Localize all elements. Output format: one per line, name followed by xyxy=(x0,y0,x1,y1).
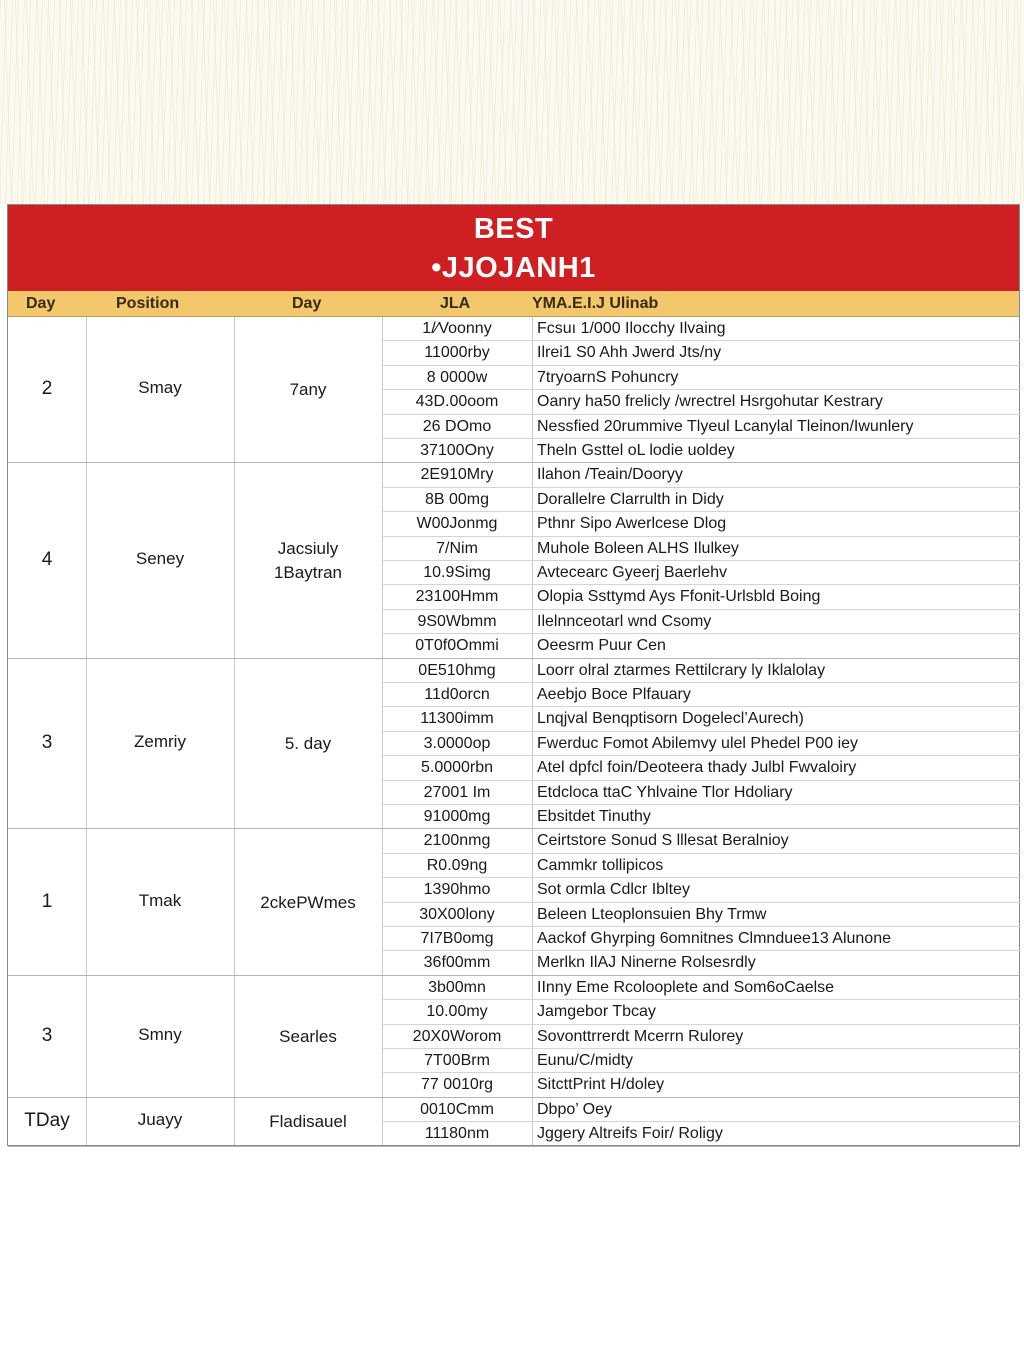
background-texture xyxy=(0,0,1024,204)
row-description: Oeesrm Puur Cen xyxy=(537,637,666,655)
row-time: 91000mg xyxy=(423,808,491,825)
row-time: R0.09ng xyxy=(426,856,488,874)
row-time: 1/∕Voonny xyxy=(422,320,492,337)
table-row xyxy=(382,781,1020,805)
row-description: Theln Gsttel oL lodie uoldey xyxy=(537,442,735,459)
table-row xyxy=(382,1049,1020,1073)
row-time: 11d0orcn xyxy=(424,686,490,703)
group-day-label: Jacsiuly 1Baytran xyxy=(273,538,343,582)
schedule-table xyxy=(7,204,1020,1146)
row-description: Ilrei1 S0 Ahh Jwerd Jts/ny xyxy=(537,344,722,362)
table-row xyxy=(382,317,1020,341)
table-row xyxy=(382,341,1020,365)
table-row xyxy=(382,585,1020,609)
row-time: 2100nmg xyxy=(423,832,491,850)
table-row xyxy=(382,390,1020,414)
row-description: Oanry ha50 frelicly /wrectrel Hsrgohutar Kestrary xyxy=(537,393,883,411)
row-description: Dbpo’ Oey xyxy=(537,1100,612,1118)
group-day-label: Searles xyxy=(279,1026,337,1046)
table-row xyxy=(382,561,1020,585)
row-description: Cammkr tollipicos xyxy=(537,856,664,874)
table-row xyxy=(382,610,1020,634)
group-position: Smny xyxy=(138,1024,182,1044)
group-position: Seney xyxy=(135,548,185,568)
group-day-label: 5. day xyxy=(284,733,332,753)
table-row xyxy=(382,951,1020,975)
table-row xyxy=(382,976,1020,1000)
column-header-row xyxy=(8,291,1019,317)
row-time: 3.0000op xyxy=(423,734,491,752)
row-time: 8B 00mg xyxy=(424,490,490,508)
row-time: 37100Ony xyxy=(420,442,494,459)
header-description: YMA.E.I.J Ulinab xyxy=(532,295,659,312)
table-row xyxy=(382,707,1020,731)
group-day-label: 2ckePWmes xyxy=(260,892,356,912)
day-group xyxy=(8,659,382,830)
row-time: 36f00mm xyxy=(423,954,491,972)
row-description: Fcsuı 1/000 Ilocchy Ilvaing xyxy=(537,320,726,337)
row-description: Ilelnnceotarl wnd Csomy xyxy=(537,612,712,630)
row-time: 30X00lony xyxy=(419,905,495,923)
row-description: Eunu/C/midty xyxy=(537,1052,634,1069)
table-row xyxy=(382,927,1020,951)
row-time: 0010Cmm xyxy=(420,1100,494,1118)
row-time: 0T0f0Ommi xyxy=(415,637,499,655)
row-time: 43D.00oom xyxy=(415,393,499,411)
group-position: Smay xyxy=(138,378,182,398)
row-description: 7tryoarnS Pohuncry xyxy=(537,368,679,386)
row-time: 2E910Mry xyxy=(420,466,494,484)
group-day-number: TDay xyxy=(24,1110,70,1132)
row-description: Sovonttrrerdt Mcerrn Rulorey xyxy=(537,1027,744,1045)
group-day-label: Fladisauel xyxy=(269,1112,347,1132)
row-description: Loorr olral ztarmes Rettilcrary ly Iklalolay xyxy=(537,661,826,679)
header-position: Position xyxy=(116,295,180,312)
header-day-label: Day xyxy=(292,295,322,312)
row-time: W00Jonmg xyxy=(416,515,498,533)
row-time: 7/Nim xyxy=(436,539,478,557)
row-time: 11000rby xyxy=(424,344,490,362)
row-time: 27001 Im xyxy=(423,783,491,801)
table-row xyxy=(382,878,1020,902)
table-row xyxy=(382,512,1020,536)
table-row xyxy=(382,634,1020,658)
group-position: Tmak xyxy=(138,890,182,910)
table-row xyxy=(382,415,1020,439)
group-day-number: 3 xyxy=(41,731,53,753)
group-position: Juayy xyxy=(137,1110,183,1130)
group-day-label: 7any xyxy=(289,380,327,400)
row-description: Aackof Ghyrping 6omnitnes Clmnduee13 Alunone xyxy=(537,930,891,947)
row-description: Beleen Lteoplonsuien Bhy Trmw xyxy=(537,905,767,923)
row-description: SitcttPrint H/doley xyxy=(537,1076,665,1094)
table-row xyxy=(382,488,1020,512)
row-time: 8 0000w xyxy=(426,368,488,386)
table-row xyxy=(382,1073,1020,1097)
row-time: 3b00mn xyxy=(428,978,486,996)
day-group xyxy=(8,976,382,1098)
table-row xyxy=(382,1025,1020,1049)
row-description: Lnqjval Benqptisorn Dogelecl’Aurech) xyxy=(537,710,804,728)
day-group xyxy=(8,829,382,975)
table-row xyxy=(382,829,1020,853)
row-description: Nessfied 20rummive Tlyeul Lcanylal Tleinon/Iwunlery xyxy=(537,417,914,435)
row-description: Atel dpfcl foin/Deoteera thady Julbl Fwvaloiry xyxy=(537,759,857,777)
row-time: 1390hmo xyxy=(423,881,491,899)
row-time: 77 0010rg xyxy=(420,1076,494,1094)
row-description: Muhole Boleen ALHS Ilulkey xyxy=(537,539,739,557)
row-time: 11180nm xyxy=(424,1125,490,1143)
table-row xyxy=(382,537,1020,561)
table-row xyxy=(382,1122,1020,1146)
row-description: Fwerduc Fomot Abilemvy ulel Phedel P00 iey xyxy=(537,734,859,752)
row-description: Ebsitdet Tinuthy xyxy=(537,808,651,825)
row-description: Avtecearc Gyeerj Baerlehv xyxy=(537,564,728,581)
group-day-number: 4 xyxy=(41,548,53,570)
table-row xyxy=(382,854,1020,878)
row-time: 9S0Wbmm xyxy=(417,612,497,630)
row-description: Sot ormla Cdlcr Ibltey xyxy=(537,881,690,899)
row-description: Aeebjo Boce Plfauary xyxy=(537,686,691,703)
table-row xyxy=(382,732,1020,756)
table-row xyxy=(382,805,1020,829)
group-position: Zemriy xyxy=(134,731,186,751)
row-description: Ceirtstore Sonud S lllesat Beralnioy xyxy=(537,832,789,850)
table-row xyxy=(382,659,1020,683)
row-description: Jggery Altreifs Foir/ Roligy xyxy=(537,1125,723,1143)
table-row xyxy=(382,439,1020,463)
row-description: Merlkn IlAJ Ninerne Rolsesrdly xyxy=(537,954,756,972)
group-day-number: 2 xyxy=(41,378,53,400)
title-line-1: BEST xyxy=(473,213,554,245)
row-description: Etdcloca ttaC Yhlvaine Tlor Hdoliary xyxy=(537,783,793,801)
row-time: 26 DOmo xyxy=(422,417,492,435)
group-day-number: 1 xyxy=(41,890,53,912)
row-description: Ilahon /Teain/Dooryy xyxy=(537,466,683,484)
day-group xyxy=(8,463,382,658)
row-time: 7T00Brm xyxy=(424,1052,490,1069)
table-row xyxy=(382,463,1020,487)
day-group xyxy=(8,1098,382,1147)
header-day: Day xyxy=(26,295,56,312)
row-time: 20X0Worom xyxy=(412,1027,502,1045)
table-row xyxy=(382,683,1020,707)
table-row xyxy=(382,1098,1020,1122)
title-line-2: •JJOJANH1 xyxy=(431,252,596,284)
table-row xyxy=(382,366,1020,390)
row-time: 10.9Simg xyxy=(423,564,491,581)
table-row xyxy=(382,756,1020,780)
group-day-number: 3 xyxy=(41,1024,53,1046)
row-description: Olopia Ssttymd Ays Ffonit-Urlsbld Boing xyxy=(537,588,821,606)
row-time: 10.00my xyxy=(426,1003,488,1021)
title-banner xyxy=(8,205,1019,291)
row-time: 23100Hmm xyxy=(415,588,499,606)
row-time: 5.0000rbn xyxy=(420,759,494,777)
row-time: 11300imm xyxy=(420,710,494,728)
row-description: Jamgebor Tbcay xyxy=(537,1003,656,1021)
table-row xyxy=(382,903,1020,927)
row-time: 7I7B0omg xyxy=(420,930,494,947)
header-time: JLA xyxy=(440,295,471,312)
row-description: IInny Eme Rcolooplete and Som6oCaelse xyxy=(537,978,835,996)
day-group xyxy=(8,317,382,463)
table-row xyxy=(382,1000,1020,1024)
row-description: Pthnr Sipo Awerlcese Dlog xyxy=(537,515,727,533)
row-description: Dorallelre Clarrulth in Didy xyxy=(537,490,724,508)
row-time: 0E510hmg xyxy=(418,661,496,679)
